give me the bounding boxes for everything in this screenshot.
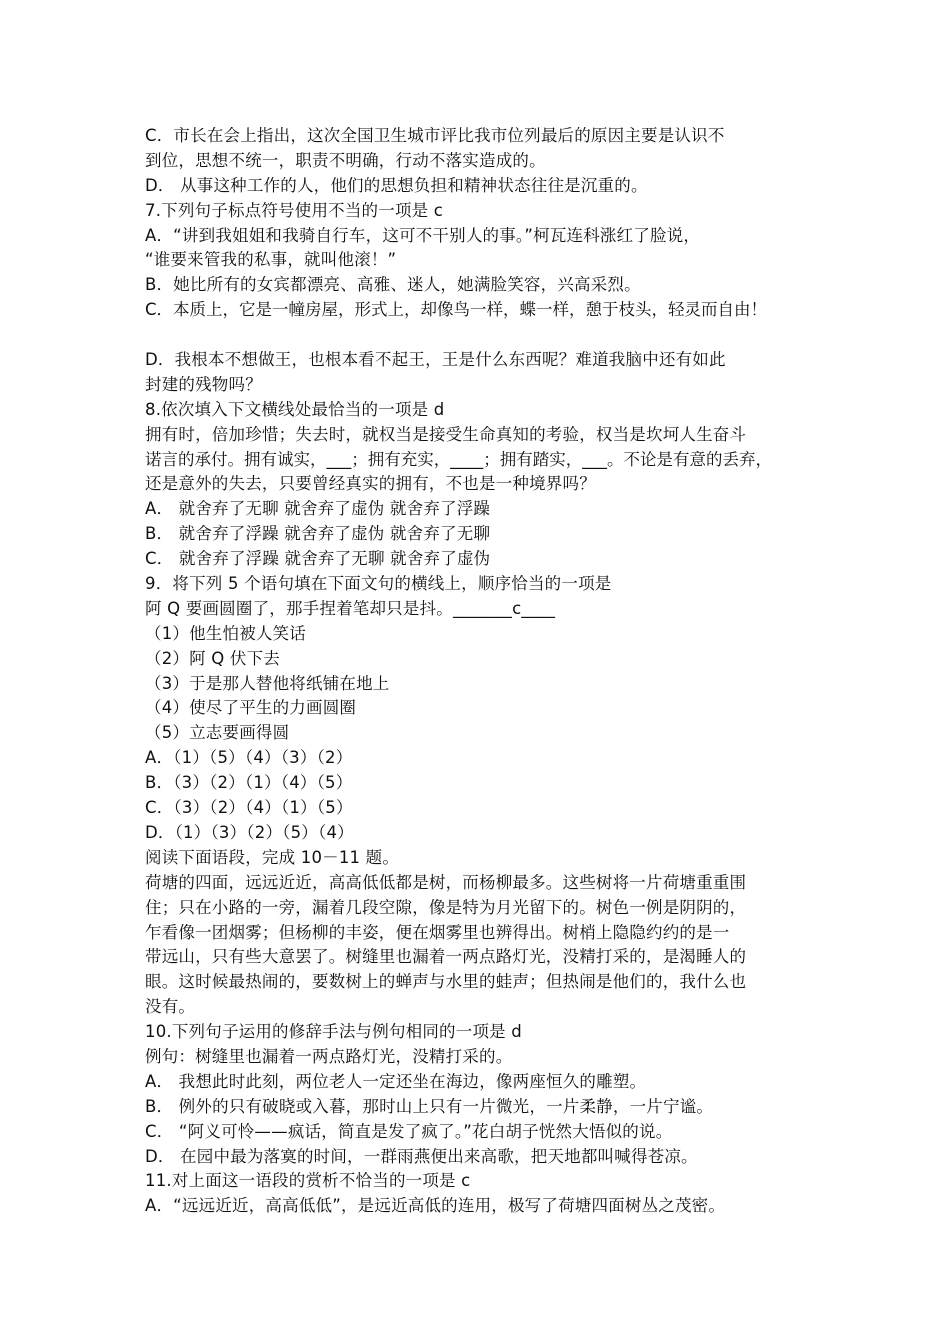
text-line: B．她比所有的女宾都漂亮、高雅、迷人，她满脸笑容，兴高采烈。 [145,275,641,295]
option-line: B．（3）（2）（1）（4）（5） [145,773,353,793]
text-line: D．我根本不想做王，也根本看不起王，王是什么东西呢？难道我脑中还有如此 [145,350,726,370]
text-line: “谁要来管我的私事，就叫他滚！” [145,250,397,270]
option-line: C．（3）（2）（4）（1）（5） [145,798,353,818]
option-line: D．（1）（3）（2）（5）（4） [145,822,354,842]
option-line: A． 就舍弃了无聊 就舍弃了虚伪 就舍弃了浮躁 [145,499,491,519]
passage-line: 荷塘的四面，远远近近，高高低低都是树，而杨柳最多。这些树将一片荷塘重重围 [145,872,747,892]
question-10-stem: 10.下列句子运用的修辞手法与例句相同的一项是 d [145,1022,522,1042]
sentence-item: （2）阿 Q 伏下去 [145,648,280,668]
passage-line: 没有。 [145,997,196,1017]
text-line: 封建的残物吗？ [145,374,262,394]
passage-line: 住；只在小路的一旁，漏着几段空隙，像是特为月光留下的。树色一例是阴阴的， [145,897,747,917]
question-7-stem: 7.下列句子标点符号使用不当的一项是 c [145,200,444,220]
option-line: B． 就舍弃了浮躁 就舍弃了虚伪 就舍弃了无聊 [145,524,491,544]
passage-line: 乍看像一团烟雾；但杨柳的丰姿，便在烟雾里也辨得出。树梢上隐隐约约的是一 [145,922,730,942]
document-page [145,124,825,1219]
option-line: A．“远远近近，高高低低”，是远近高低的连用，极写了荷塘四面树丛之茂密。 [145,1196,726,1216]
text-line: 阿 Q 要画圆圈了，那手捏着笔却只是抖。_______c____ [145,598,556,618]
text-line: 诺言的承付。拥有诚实，___；拥有充实，____；拥有踏实，___。不论是有意的丢弃， [145,449,772,469]
option-line: A． 我想此时此刻，两位老人一定还坐在海边，像两座恒久的雕塑。 [145,1071,647,1091]
reading-instruction: 阅读下面语段，完成 10－11 题。 [145,847,400,867]
text-line: D． 从事这种工作的人，他们的思想负担和精神状态往往是沉重的。 [145,175,648,195]
option-line: C． 就舍弃了浮躁 就舍弃了无聊 就舍弃了虚伪 [145,549,491,569]
question-8-stem: 8.依次填入下文横线处最恰当的一项是 d [145,399,445,419]
text-line: C．市长在会上指出，这次全国卫生城市评比我市位列最后的原因主要是认识不 [145,126,725,145]
option-line: D． 在园中最为落寞的时间，一群雨燕便出来高歌，把天地都叫喊得苍凉。 [145,1146,698,1166]
sentence-item: （3）于是那人替他将纸铺在地上 [145,673,390,693]
passage-line: 带远山，只有些大意罢了。树缝里也漏着一两点路灯光，没精打采的，是渴睡人的 [145,947,747,967]
option-line: A．（1）（5）（4）（3）（2） [145,748,353,768]
text-line: A．“讲到我姐姐和我骑自行车，这可不干别人的事。”柯瓦连科涨红了脸说， [145,225,701,245]
sentence-item: （4）使尽了平生的力画圆圈 [145,698,357,718]
question-9-stem: 9．将下列 5 个语句填在下面文句的横线上，顺序恰当的一项是 [145,574,612,594]
option-line: B． 例外的只有破晓或入暮，那时山上只有一片微光，一片柔静，一片宁谧。 [145,1096,714,1116]
sentence-item: （1）他生怕被人笑话 [145,623,306,643]
blank-line [145,323,825,348]
text-line: 还是意外的失去，只要曾经真实的拥有，不也是一种境界吗？ [145,474,596,494]
text-line: 到位，思想不统一，职责不明确，行动不落实造成的。 [145,150,546,170]
sentence-item: （5）立志要画得圆 [145,723,290,743]
text-line: 拥有时，倍加珍惜；失去时，就权当是接受生命真知的考验，权当是坎坷人生奋斗 [145,424,747,444]
passage-line: 眼。这时候最热闹的，要数树上的蝉声与水里的蛙声；但热闹是他们的，我什么也 [145,972,747,992]
option-line: C． “阿义可怜——疯话，简直是发了疯了。”花白胡子恍然大悟似的说。 [145,1121,673,1141]
example-sentence: 例句：树缝里也漏着一两点路灯光，没精打采的。 [145,1046,513,1066]
text-line: C．本质上，它是一幢房屋，形式上，却像鸟一样，蝶一样，憩于枝头，轻灵而自由！ [145,300,768,320]
question-11-stem: 11.对上面这一语段的赏析不恰当的一项是 c [145,1171,471,1191]
